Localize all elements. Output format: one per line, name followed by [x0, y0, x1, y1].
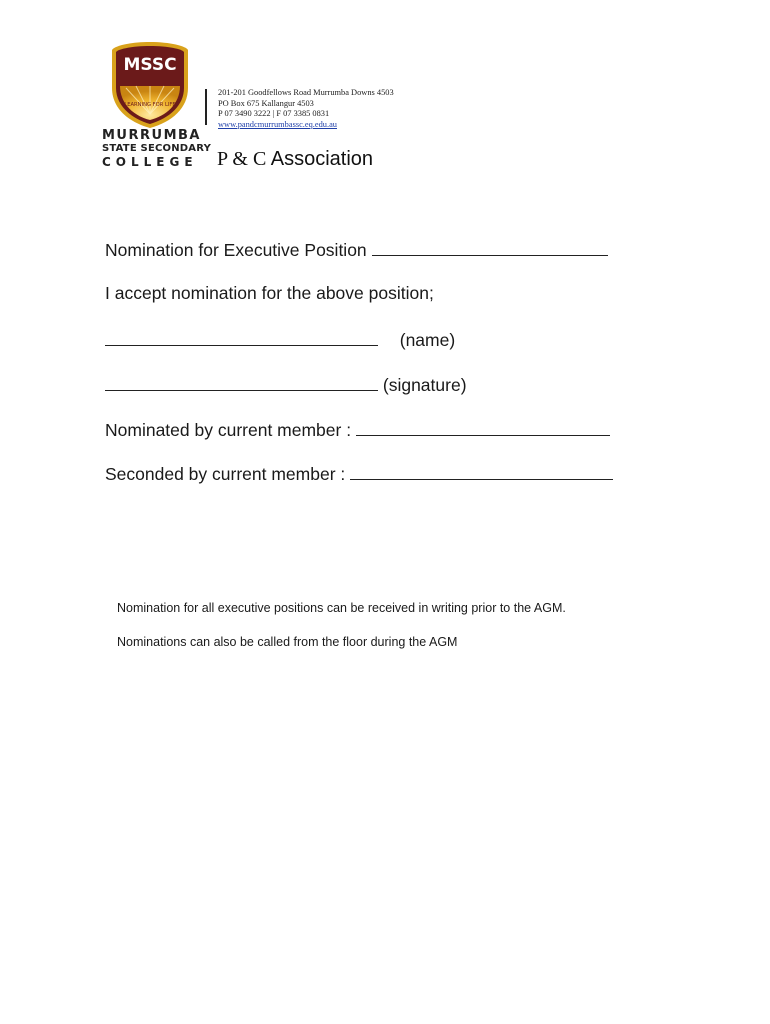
- signature-field[interactable]: [105, 373, 378, 391]
- nominated-by-row: [105, 418, 610, 441]
- school-name-line1: MURRUMBA: [102, 128, 201, 143]
- website-link[interactable]: www.pandcmurrumbassc.eq.edu.au: [218, 119, 337, 129]
- signature-label: (signature): [382, 375, 467, 395]
- school-name-line3: COLLEGE: [102, 155, 198, 169]
- note-written-nominations: Nomination for all executive positions can be received in writing prior to the AGM.: [117, 601, 566, 615]
- header-divider: [205, 89, 207, 125]
- school-name-line2: STATE SECONDARY: [102, 143, 212, 154]
- name-row: [105, 328, 455, 351]
- signature-row: [105, 373, 467, 396]
- nominated-by-field[interactable]: [356, 418, 610, 436]
- address-phone-fax: P 07 3490 3222 | F 07 3385 0831: [218, 109, 330, 118]
- page-title-pc: P & C: [217, 148, 267, 170]
- seconded-by-row: [105, 462, 613, 485]
- svg-text:LEARNING FOR LIFE: LEARNING FOR LIFE: [124, 102, 176, 108]
- note-floor-nominations: Nominations can also be called from the floor during the AGM: [117, 635, 458, 649]
- accept-nomination-text: I accept nomination for the above position;: [105, 283, 434, 303]
- name-label: (name): [399, 330, 456, 350]
- executive-position-row: [105, 238, 608, 261]
- page-title-association: Association: [266, 148, 374, 170]
- executive-position-field[interactable]: [372, 238, 608, 256]
- seconded-by-field[interactable]: [350, 462, 613, 480]
- address-street: 201-201 Goodfellows Road Murrumba Downs 4503: [218, 88, 394, 97]
- executive-position-label: Nomination for Executive Position: [105, 240, 367, 260]
- address-po-box: PO Box 675 Kallangur 4503: [218, 98, 314, 108]
- seconded-by-label: Seconded by current member :: [105, 464, 346, 484]
- name-field[interactable]: [105, 328, 378, 346]
- nominated-by-label: Nominated by current member :: [105, 420, 352, 440]
- svg-text:MSSC: MSSC: [123, 55, 177, 75]
- page-title: [217, 148, 373, 171]
- school-address: [218, 88, 394, 130]
